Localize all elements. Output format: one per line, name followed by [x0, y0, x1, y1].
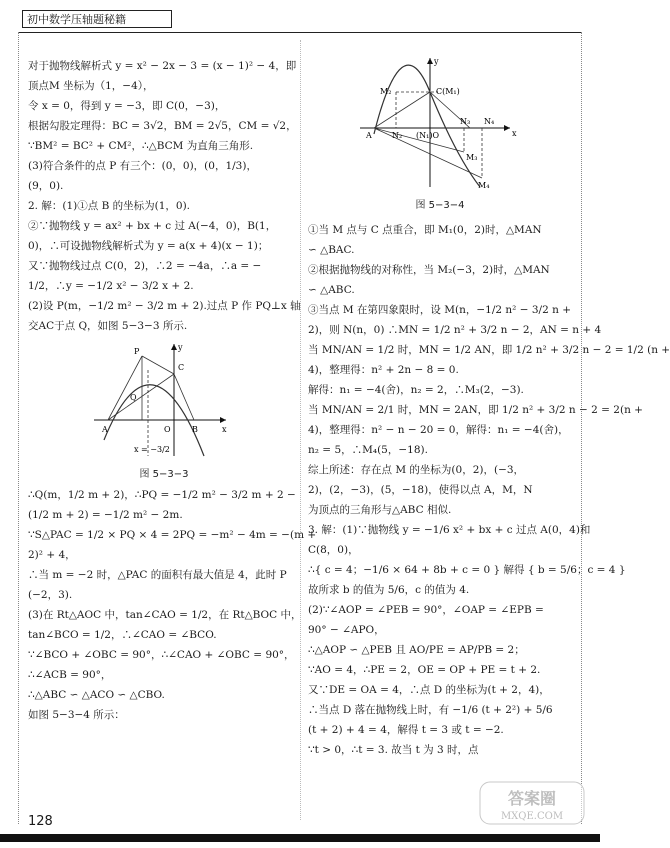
text-line: 又∵抛物线过点 C(0，2)，∴2 = −4a，∴a = − — [28, 260, 262, 272]
label-c: C — [178, 363, 185, 372]
label-x: x — [222, 425, 227, 434]
figure-5-3-3 — [94, 340, 234, 485]
text-line: 令 x = 0，得到 y = −3，即 C(0，−3)， — [28, 100, 226, 112]
label-m4: M₄ — [478, 181, 490, 190]
text-line: 对于抛物线解析式 y = x² − 2x − 3 = (x − 1)² − 4，即 — [28, 60, 297, 72]
label-o: O — [164, 425, 171, 434]
text-line: ∵∠BCO + ∠OBC = 90°，∴∠CAO + ∠OBC = 90°， — [28, 649, 295, 661]
label-b: B — [192, 425, 198, 434]
y-axis-arrow — [427, 58, 433, 64]
label-m2: M₂ — [380, 87, 392, 96]
text-line: 2)，(2，−3)，(5，−18)，使得以点 A，M，N — [308, 484, 533, 496]
a-c-line — [374, 92, 430, 128]
text-line: ∴△ABC ∽ △ACO ∽ △CBO. — [28, 689, 165, 701]
text-line: n₂ = 5，∴M₄(5，−18). — [308, 444, 428, 456]
text-line: ∴当 m = −2 时，△PAC 的面积有最大值是 4，此时 P — [28, 569, 287, 581]
text-line: (3)在 Rt△AOC 中，tan∠CAO = 1/2，在 Rt△BOC 中， — [28, 609, 302, 621]
right-column — [308, 220, 670, 760]
x-axis-arrow — [220, 417, 226, 423]
a-p-line — [108, 356, 142, 420]
text-line: (−2，3). — [28, 589, 73, 601]
p-c-line — [142, 356, 174, 374]
label-p: P — [134, 347, 140, 356]
text-line: (2)∵∠AOP = ∠PEB = 90°，∠OAP = ∠EPB = — [308, 604, 544, 616]
label-y: y — [434, 57, 439, 66]
text-line: 综上所述：存在点 M 的坐标为(0，2)，(−3， — [308, 464, 525, 476]
text-line: ∵S△PAC = 1/2 × PQ × 4 = 2PQ = −m² − 4m = −(m + — [28, 529, 317, 541]
text-line: 1/2，∴y = −1/2 x² − 3/2 x + 2. — [28, 280, 194, 292]
figure-5-3-4-graph — [360, 52, 520, 192]
text-line: ∴∠ACB = 90°， — [28, 669, 112, 681]
x-axis-arrow — [504, 125, 510, 131]
text-line: 当 MN/AN = 1/2 时，MN = 1/2 AN，即 1/2 n² + 3/2 n − 2 = 1/2 (n + — [308, 344, 670, 356]
label-n2: N₂ — [392, 131, 403, 140]
text-line: (3)符合条件的点 P 有三个：(0，0)，(0，1/3)， — [28, 160, 257, 172]
text-line: ∵BM² = BC² + CM²，∴△BCM 为直角三角形. — [28, 140, 254, 152]
text-line: 2. 解：(1)①点 B 的坐标为(1，0). — [28, 200, 191, 212]
header-rule — [18, 32, 582, 33]
text-line: tan∠BCO = 1/2，∴∠CAO = ∠BCO. — [28, 629, 217, 641]
text-line: 4)，整理得：n² − n − 20 = 0，解得：n₁ = −4(舍)， — [308, 424, 569, 436]
text-line: ∵AO = 4，∴PE = 2，OE = OP + PE = t + 2. — [308, 664, 541, 676]
label-a: A — [366, 131, 372, 140]
left-column — [28, 56, 317, 725]
text-line: 如图 5−3−4 所示： — [28, 709, 125, 721]
text-line: ∴当点 D 落在抛物线上时，有 −1/6 (t + 2²) + 5/6 — [308, 704, 553, 716]
text-line: 3. 解：(1)∵抛物线 y = −1/6 x² + bx + c 过点 A(0，4)和 — [308, 524, 591, 536]
label-n3: N₃ — [460, 117, 471, 126]
right-margin-line — [581, 32, 582, 824]
text-line: ①当 M 点与 C 点重合，即 M₁(0，2)时，△MAN — [308, 224, 542, 236]
text-line: ∽ △ABC. — [308, 284, 355, 296]
label-m3: M₃ — [466, 153, 478, 162]
text-line: ∽ △BAC. — [308, 244, 355, 256]
page-number: 128 — [28, 814, 53, 829]
text-line: (1/2 m + 2) = −1/2 m² − 2m. — [28, 509, 183, 521]
svg-text:答案圈: 答案圈 — [507, 789, 557, 808]
label-axis-of-symmetry: x = −3/2 — [134, 445, 170, 454]
a-c-line — [108, 374, 174, 420]
text-line: ③当点 M 在第四象限时，设 M(n，−1/2 n² − 3/2 n + — [308, 304, 571, 316]
figure-5-3-4 — [360, 52, 520, 211]
text-line: 为顶点的三角形与△ABC 相似. — [308, 504, 452, 516]
label-cm1: C(M₁) — [436, 87, 460, 96]
text-line: 又∵DE = OA = 4，∴点 D 的坐标为(t + 2，4)， — [308, 684, 550, 696]
parabola-curve — [374, 65, 480, 187]
text-line: 4)，整理得：n² + 2n − 8 = 0. — [308, 364, 459, 376]
text-line: (9，0). — [28, 180, 64, 192]
text-line: 根据勾股定理得：BC = 3√2，BM = 2√5，CM = √2， — [28, 120, 297, 132]
text-line: (2)设 P(m，−1/2 m² − 3/2 m + 2).过点 P 作 PQ⊥x 轴 — [28, 300, 301, 312]
label-n1: (N₁)O — [416, 131, 440, 140]
text-line: 交AC于点 Q，如图 5−3−3 所示. — [28, 320, 188, 332]
watermark-logo — [478, 778, 588, 828]
text-line: ∴{ c = 4；−1/6 × 64 + 8b + c = 0 } 解得 { b = 5/6；c = 4 } — [308, 564, 626, 576]
text-line: 当 MN/AN = 2/1 时，MN = 2AN，即 1/2 n² + 3/2 n − 2 = 2(n + — [308, 404, 643, 416]
label-y: y — [178, 343, 183, 352]
figure-5-3-3-graph — [94, 340, 234, 458]
text-line: 90° − ∠APO， — [308, 624, 385, 636]
text-line: 2)，则 N(n，0) ∴MN = 1/2 n² + 3/2 n − 2，AN = n + 4 — [308, 324, 602, 336]
text-line: 顶点M 坐标为（1，−4）， — [28, 80, 154, 92]
text-line: 0)，∴可设抛物线解析式为 y = a(x + 4)(x − 1)； — [28, 240, 269, 252]
label-x: x — [512, 129, 517, 138]
text-line: (t + 2) + 4 = 4，解得 t = 3 或 t = −2. — [308, 724, 504, 736]
label-n4: N₄ — [484, 117, 495, 126]
figure-5-3-4-caption: 图 5−3−4 — [415, 200, 465, 211]
text-line: ②∵抛物线 y = ax² + bx + c 过 A(−4，0)，B(1， — [28, 220, 277, 232]
text-line: 2)² + 4， — [28, 549, 76, 561]
book-title-header: 初中数学压轴题秘籍 — [22, 10, 172, 28]
text-line: C(8，0)， — [308, 544, 359, 556]
text-line: ∴△AOP ∽ △PEB 且 AO/PE = AP/PB = 2； — [308, 644, 525, 656]
text-line: ②根据抛物线的对称性，当 M₂(−3，2)时，△MAN — [308, 264, 550, 276]
figure-5-3-3-caption: 图 5−3−3 — [139, 469, 189, 480]
label-a: A — [102, 425, 108, 434]
left-margin-line — [18, 32, 19, 824]
text-line: 故所求 b 的值为 5/6，c 的值为 4. — [308, 584, 470, 596]
text-line: 解得：n₁ = −4(舍)，n₂ = 2，∴M₃(2，−3). — [308, 384, 524, 396]
text-line: ∵t > 0，∴t = 3. 故当 t 为 3 时，点 — [308, 744, 479, 756]
column-divider — [300, 40, 301, 820]
svg-text:MXQE.COM: MXQE.COM — [500, 811, 564, 822]
text-line: ∴Q(m，1/2 m + 2)，∴PQ = −1/2 m² − 3/2 m + 2 − — [28, 489, 296, 501]
y-axis-arrow — [171, 344, 177, 350]
bottom-bar — [0, 834, 600, 842]
label-q: Q — [130, 393, 137, 402]
